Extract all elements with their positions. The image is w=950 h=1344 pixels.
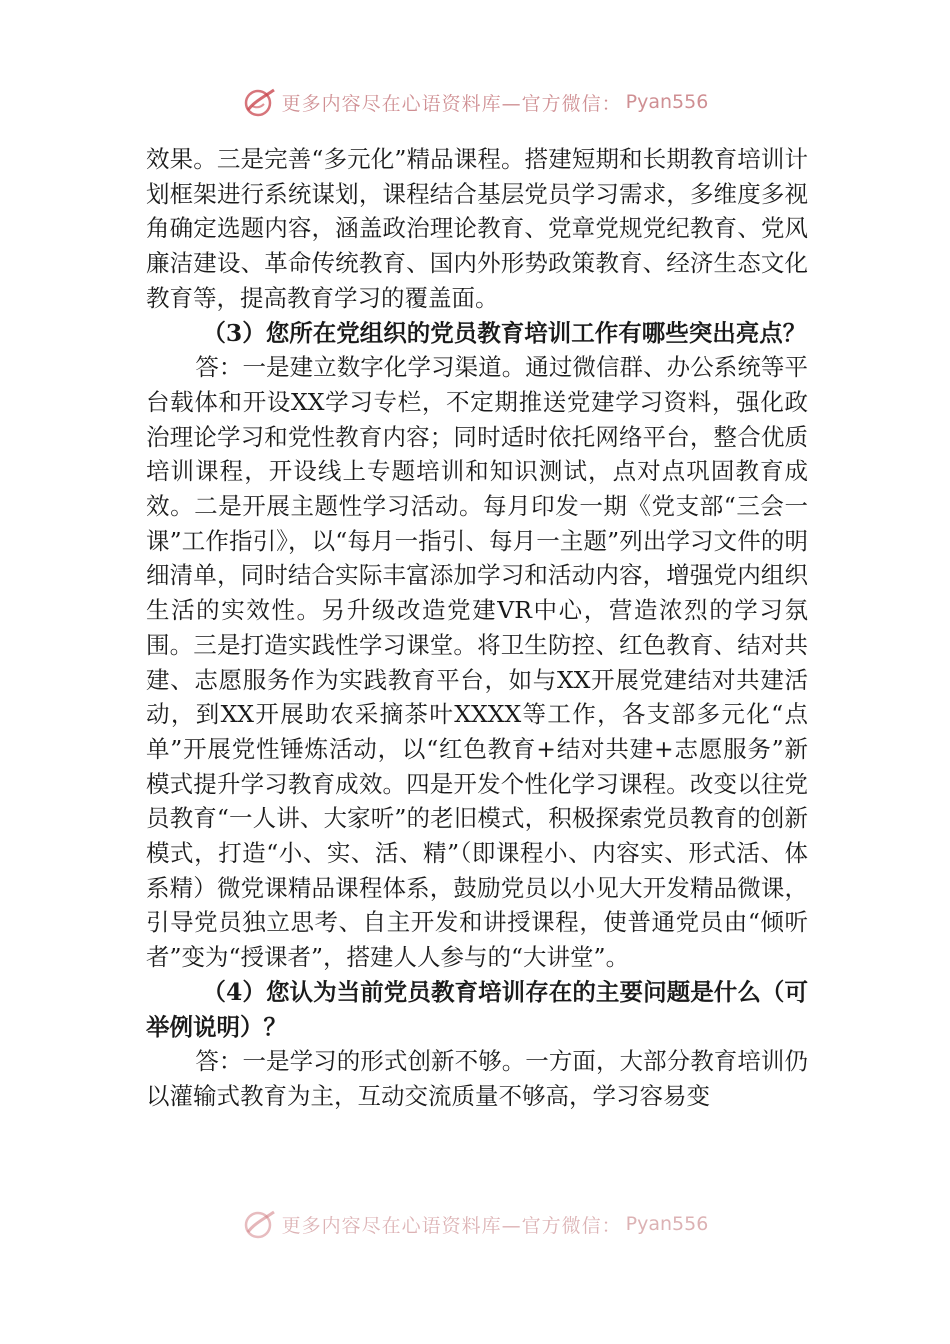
answer-4-paragraph: 答：一是学习的形式创新不够。一方面，大部分教育培训仍以灌输式教育为主，互动交流质量不够高，学习容易变 [146, 1047, 808, 1110]
paragraph-continuation: 效果。三是完善“多元化”精品课程。搭建短期和长期教育培训计划框架进行系统谋划，课程结合基层党员学习需求，多维度多视角确定选题内容，涵盖政治理论教育、党章党规党纪教育、党风廉洁建设、革命传统教育、国内外形势政策教育、经济生态文化教育等，提高教育学习的覆盖面。 [146, 145, 808, 312]
watermark-text: 更多内容尽在心语资料库—官方微信： [281, 1214, 622, 1237]
watermark-header [0, 86, 950, 118]
watermark-text: 更多内容尽在心语资料库—官方微信： [281, 92, 622, 115]
watermark-id: Pyan556 [625, 1213, 709, 1235]
watermark-id: Pyan556 [625, 91, 709, 113]
question-3-heading: （3）您所在党组织的党员教育培训工作有哪些突出亮点？ [202, 318, 807, 347]
brush-logo-icon [242, 1208, 278, 1240]
watermark-footer [0, 1208, 950, 1240]
answer-3-paragraph: 答：一是建立数字化学习渠道。通过微信群、办公系统等平台载体和开设XX学习专栏，不定期推送党建学习资料，强化政治理论学习和党性教育内容；同时适时依托网络平台，整合优质培训课程，开设线上专题培训和知识测试，点对点巩固教育成效。二是开展主题性学习活动。每月印发一期《党支部“三会一课”工作指引》，以“每月一指引、每月一主题”列出学习文件的明细清单，同时结合实际丰富添加学习和活动内容，增强党内组织生活的实效性。另升级改造党建VR中心，营造浓烈的学习氛围。三是打造实践性学习课堂。将卫生防控、红色教育、结对共建、志愿服务作为实践教育平台，如与XX开展党建结对共建活动，到XX开展助农采摘茶叶XXXX等工作，各支部多元化“点单”开展党性锤炼活动，以“红色教育+结对共建+志愿服务”新模式提升学习教育成效。四是开发个性化学习课程。改变以往党员教育“一人讲、大家听”的老旧模式，积极探索党员教育的创新模式，打造“小、实、活、精”（即课程小、内容实、形式活、体系精）微党课精品课程体系，鼓励党员以小见大开发精品微课，引导党员独立思考、自主开发和讲授课程，使普通党员由“倾听者”变为“授课者”，搭建人人参与的“大讲堂”。 [146, 353, 808, 972]
question-4-heading: （4）您认为当前党员教育培训存在的主要问题是什么（可举例说明）？ [146, 977, 808, 1041]
brush-logo-icon [242, 86, 278, 118]
document-body [146, 142, 808, 1114]
